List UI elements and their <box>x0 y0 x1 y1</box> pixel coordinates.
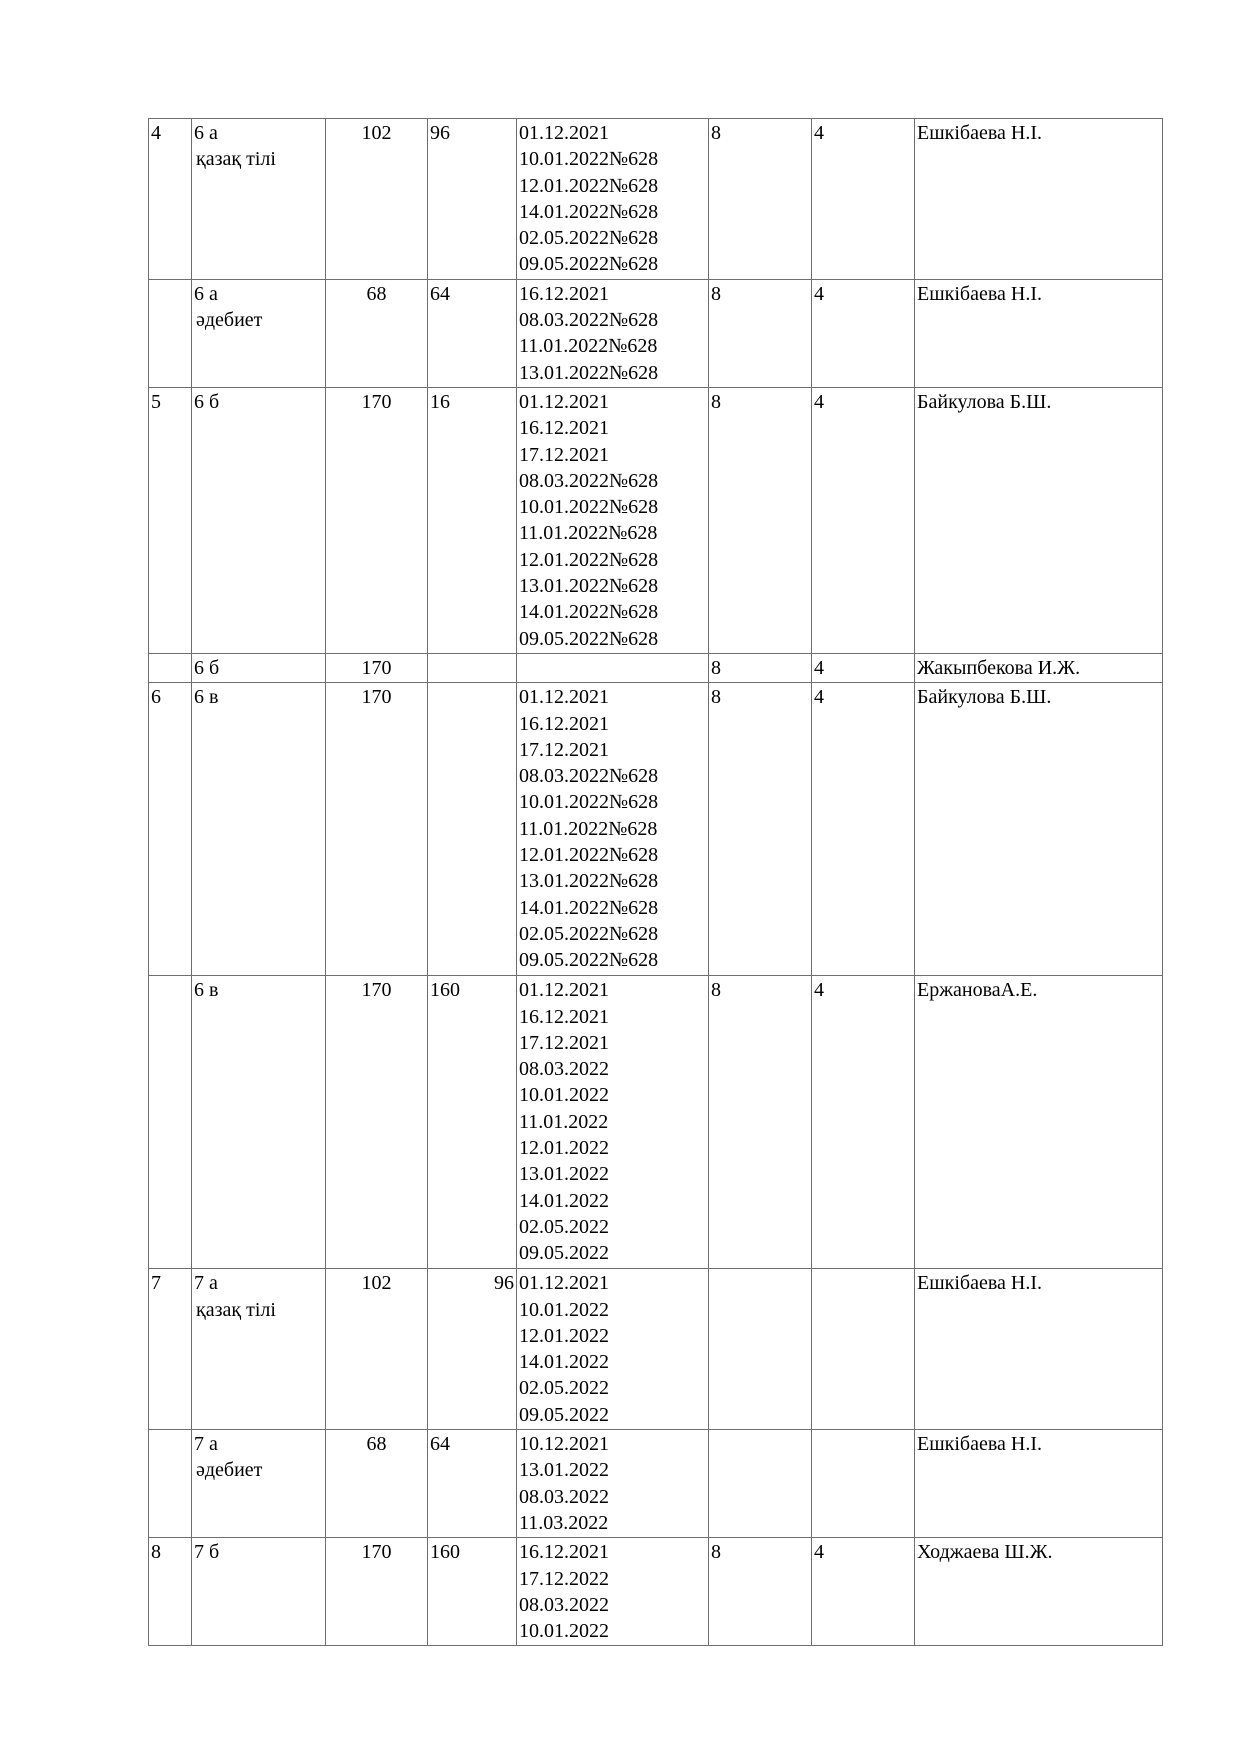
teacher-cell <box>915 279 1163 387</box>
subject-name: әдебиет <box>196 309 263 332</box>
date-entry: 12.01.2022№628 <box>519 548 659 571</box>
col7-value: 4 <box>814 979 824 1002</box>
date-entry: 14.01.2022 <box>519 1189 609 1212</box>
col6-cell <box>709 1538 812 1646</box>
completed-hours: 16 <box>430 390 450 413</box>
col6-value: 8 <box>711 686 721 709</box>
table-row <box>149 1538 1163 1646</box>
date-entry: 01.12.2021 <box>519 122 609 144</box>
col6-cell <box>709 387 812 653</box>
planned-hours: 68 <box>366 282 387 305</box>
date-entry: 14.01.2022№628 <box>519 200 659 223</box>
date-entry: 12.01.2022№628 <box>519 844 659 867</box>
teacher-name: Ешкібаева Н.І. <box>917 122 1042 144</box>
completed-hours: 64 <box>430 1433 450 1456</box>
subject-name: әдебиет <box>196 1459 263 1482</box>
schedule-table <box>148 118 1163 1646</box>
planned-hours: 170 <box>361 686 392 709</box>
row-number: 6 <box>151 686 161 709</box>
row-number: 4 <box>151 122 161 144</box>
completed-hours: 96 <box>430 122 450 144</box>
class-name: 6 а <box>194 122 218 144</box>
done-cell <box>428 279 517 387</box>
date-entry: 01.12.2021 <box>519 686 609 709</box>
date-entry: 12.01.2022 <box>519 1137 609 1160</box>
dates-cell <box>517 1430 709 1538</box>
hours-cell <box>326 976 428 1269</box>
hours-cell <box>326 387 428 653</box>
completed-hours: 64 <box>430 282 450 305</box>
class-name: 6 б <box>194 390 220 413</box>
teacher-cell <box>915 387 1163 653</box>
teacher-cell <box>915 1538 1163 1646</box>
planned-hours: 170 <box>361 656 392 679</box>
row-number-cell <box>149 683 192 976</box>
date-entry: 11.01.2022№628 <box>519 522 658 545</box>
col7-value: 4 <box>814 390 824 413</box>
teacher-cell <box>915 119 1163 280</box>
teacher-name: Ешкібаева Н.І. <box>917 1433 1042 1456</box>
planned-hours: 170 <box>361 979 392 1002</box>
done-cell <box>428 1269 517 1430</box>
date-entry: 09.05.2022№628 <box>519 253 659 276</box>
row-number-cell <box>149 1269 192 1430</box>
subject-name: қазақ тілі <box>196 1298 276 1321</box>
date-entry: 02.05.2022№628 <box>519 227 659 250</box>
date-entry: 10.01.2022 <box>519 1298 609 1321</box>
done-cell <box>428 1430 517 1538</box>
completed-hours: 96 <box>494 1272 514 1295</box>
col7-value: 4 <box>814 656 824 679</box>
date-entry: 13.01.2022№628 <box>519 870 659 893</box>
date-entry: 16.12.2021 <box>519 1541 609 1564</box>
date-entry: 02.05.2022№628 <box>519 922 659 945</box>
date-entry: 09.05.2022 <box>519 1242 609 1265</box>
dates-cell <box>517 683 709 976</box>
class-subject-cell <box>192 653 326 682</box>
date-entry: 08.03.2022№628 <box>519 765 659 788</box>
date-entry: 02.05.2022 <box>519 1215 609 1238</box>
col7-value: 4 <box>814 282 824 305</box>
col7-cell <box>812 1538 915 1646</box>
class-name: 6 б <box>194 656 220 679</box>
class-subject-cell <box>192 279 326 387</box>
dates-cell <box>517 976 709 1269</box>
hours-cell <box>326 119 428 280</box>
completed-hours: 160 <box>430 979 460 1002</box>
completed-hours: 160 <box>430 1541 460 1564</box>
done-cell <box>428 387 517 653</box>
row-number-cell <box>149 976 192 1269</box>
col7-cell <box>812 1430 915 1538</box>
row-number-cell <box>149 279 192 387</box>
date-entry: 08.03.2022 <box>519 1058 609 1081</box>
table-row <box>149 279 1163 387</box>
dates-cell <box>517 279 709 387</box>
col6-cell <box>709 976 812 1269</box>
teacher-name: Байкулова Б.Ш. <box>917 686 1052 709</box>
date-entry: 09.05.2022№628 <box>519 627 659 650</box>
table-row <box>149 387 1163 653</box>
teacher-cell <box>915 976 1163 1269</box>
teacher-name: Байкулова Б.Ш. <box>917 390 1052 413</box>
date-entry: 13.01.2022 <box>519 1459 609 1482</box>
date-entry: 13.01.2022 <box>519 1163 609 1186</box>
row-number: 7 <box>151 1272 161 1295</box>
class-subject-cell <box>192 1430 326 1538</box>
date-entry: 11.01.2022 <box>519 1110 609 1133</box>
row-number-cell <box>149 387 192 653</box>
planned-hours: 68 <box>366 1433 387 1456</box>
class-name: 6 в <box>194 686 219 709</box>
col7-cell <box>812 683 915 976</box>
col6-cell <box>709 653 812 682</box>
date-entry: 09.05.2022 <box>519 1403 609 1426</box>
row-number-cell <box>149 119 192 280</box>
date-entry: 16.12.2021 <box>519 712 609 735</box>
date-entry: 10.12.2021 <box>519 1433 609 1456</box>
col7-cell <box>812 387 915 653</box>
date-entry: 14.01.2022 <box>519 1351 609 1374</box>
done-cell <box>428 683 517 976</box>
hours-cell <box>326 1430 428 1538</box>
col6-cell <box>709 683 812 976</box>
date-entry: 01.12.2021 <box>519 390 609 413</box>
teacher-cell <box>915 683 1163 976</box>
class-subject-cell <box>192 119 326 280</box>
table-body <box>149 119 1163 1646</box>
date-entry: 16.12.2021 <box>519 417 609 440</box>
col7-cell <box>812 1269 915 1430</box>
col6-value: 8 <box>711 390 721 413</box>
class-name: 7 а <box>194 1272 218 1295</box>
date-entry: 01.12.2021 <box>519 979 609 1002</box>
class-name: 6 в <box>194 979 219 1002</box>
date-entry: 17.12.2021 <box>519 738 609 761</box>
hours-cell <box>326 279 428 387</box>
date-entry: 14.01.2022№628 <box>519 601 659 624</box>
col7-cell <box>812 279 915 387</box>
date-entry: 08.03.2022 <box>519 1485 609 1508</box>
date-entry: 01.12.2021 <box>519 1272 609 1295</box>
planned-hours: 102 <box>361 1272 392 1295</box>
dates-cell <box>517 653 709 682</box>
hours-cell <box>326 653 428 682</box>
date-entry: 02.05.2022 <box>519 1377 609 1400</box>
col6-cell <box>709 1269 812 1430</box>
date-entry: 10.01.2022 <box>519 1084 609 1107</box>
teacher-name: Ешкібаева Н.І. <box>917 282 1042 305</box>
table-row <box>149 976 1163 1269</box>
col7-value: 4 <box>814 1541 824 1564</box>
date-entry: 13.01.2022№628 <box>519 361 659 384</box>
subject-name: қазақ тілі <box>196 148 276 171</box>
date-entry: 16.12.2021 <box>519 282 609 305</box>
hours-cell <box>326 1269 428 1430</box>
col6-value: 8 <box>711 979 721 1002</box>
class-subject-cell <box>192 683 326 976</box>
col6-value: 8 <box>711 122 721 144</box>
date-entry: 17.12.2021 <box>519 443 609 466</box>
table-row <box>149 1430 1163 1538</box>
teacher-cell <box>915 1269 1163 1430</box>
row-number-cell <box>149 1538 192 1646</box>
date-entry: 08.03.2022№628 <box>519 469 659 492</box>
teacher-cell <box>915 653 1163 682</box>
class-name: 7 а <box>194 1433 218 1456</box>
hours-cell <box>326 1538 428 1646</box>
dates-cell <box>517 1269 709 1430</box>
date-entry: 08.03.2022№628 <box>519 309 659 332</box>
col6-cell <box>709 279 812 387</box>
date-entry: 11.01.2022№628 <box>519 817 658 840</box>
col6-cell <box>709 119 812 280</box>
col7-value: 4 <box>814 122 824 144</box>
teacher-cell <box>915 1430 1163 1538</box>
planned-hours: 170 <box>361 1541 392 1564</box>
done-cell <box>428 1538 517 1646</box>
table-row <box>149 653 1163 682</box>
row-number-cell <box>149 653 192 682</box>
table-row <box>149 119 1163 280</box>
class-subject-cell <box>192 1269 326 1430</box>
col7-cell <box>812 976 915 1269</box>
planned-hours: 170 <box>361 390 392 413</box>
col6-cell <box>709 1430 812 1538</box>
col6-value: 8 <box>711 282 721 305</box>
date-entry: 13.01.2022№628 <box>519 575 659 598</box>
date-entry: 10.01.2022№628 <box>519 791 659 814</box>
date-entry: 11.03.2022 <box>519 1511 609 1534</box>
teacher-name: Ешкібаева Н.І. <box>917 1272 1042 1295</box>
dates-cell <box>517 1538 709 1646</box>
date-entry: 12.01.2022 <box>519 1324 609 1347</box>
done-cell <box>428 119 517 280</box>
date-entry: 14.01.2022№628 <box>519 896 659 919</box>
class-subject-cell <box>192 387 326 653</box>
table-row <box>149 1269 1163 1430</box>
dates-cell <box>517 387 709 653</box>
date-entry: 10.01.2022№628 <box>519 496 659 519</box>
hours-cell <box>326 683 428 976</box>
teacher-name: Ходжаева Ш.Ж. <box>917 1541 1053 1564</box>
date-entry: 16.12.2021 <box>519 1005 609 1028</box>
done-cell <box>428 653 517 682</box>
date-entry: 08.03.2022 <box>519 1593 609 1616</box>
dates-cell <box>517 119 709 280</box>
table-row <box>149 683 1163 976</box>
row-number-cell <box>149 1430 192 1538</box>
date-entry: 10.01.2022№628 <box>519 148 659 171</box>
date-entry: 12.01.2022№628 <box>519 174 659 197</box>
planned-hours: 102 <box>361 122 392 144</box>
date-entry: 17.12.2022 <box>519 1567 609 1590</box>
date-entry: 09.05.2022№628 <box>519 949 659 972</box>
done-cell <box>428 976 517 1269</box>
teacher-name: ЕржановаА.Е. <box>917 979 1038 1002</box>
row-number: 8 <box>151 1541 161 1564</box>
date-entry: 11.01.2022№628 <box>519 335 658 358</box>
date-entry: 17.12.2021 <box>519 1031 609 1054</box>
col7-cell <box>812 119 915 280</box>
class-name: 6 а <box>194 282 218 305</box>
col7-value: 4 <box>814 686 824 709</box>
col6-value: 8 <box>711 1541 721 1564</box>
class-subject-cell <box>192 1538 326 1646</box>
date-entry: 10.01.2022 <box>519 1620 609 1643</box>
class-name: 7 б <box>194 1541 220 1564</box>
row-number: 5 <box>151 390 161 413</box>
class-subject-cell <box>192 976 326 1269</box>
teacher-name: Жакыпбекова И.Ж. <box>917 656 1081 679</box>
col6-value: 8 <box>711 656 721 679</box>
col7-cell <box>812 653 915 682</box>
